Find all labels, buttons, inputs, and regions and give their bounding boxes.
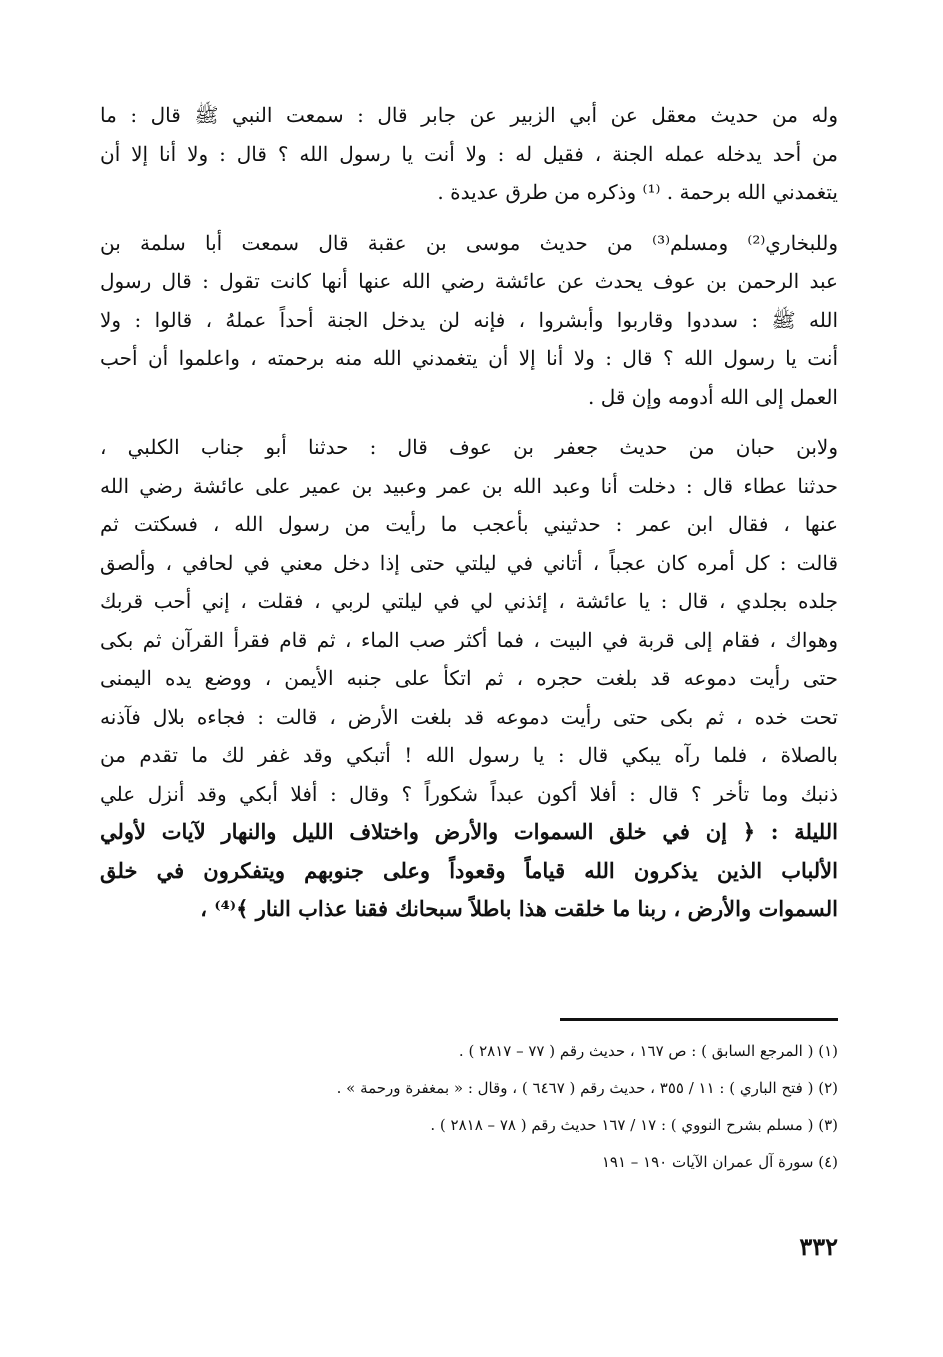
footnote-item: (٣) ( مسلم بشرح النووي ) : ١٧ / ١٦٧ حديث رقم ( ٧٨ – ٢٨١٨ ) .	[430, 1116, 838, 1134]
footnote-item: (٢) ( فتح الباري ) : ١١ / ٣٥٥ ، حديث رقم ( ٦٤٦٧ ) ، وقال : « بمغفرة ورحمة » .	[336, 1079, 838, 1097]
text-line: وللبخاري⁽²⁾ ومسلم⁽³⁾ من حديث موسى بن عقبة قال سمعت أبا سلمة بن	[100, 230, 838, 255]
text-line: تحت خده ، ثم بكى حتى رأيت دموعه قد بلغت الأرض ، قالت : فجاءه بلال فآذنه	[100, 704, 838, 729]
text-line: وله من حديث معقل عن أبي الزبير عن جابر قال : سمعت النبي ﷺ قال : ما	[100, 103, 838, 127]
text-line: حتى رأيت دموعه قد بلغت حجره ، ثم اتكأ على جنبه الأيمن ، ووضع يده اليمنى	[100, 666, 838, 690]
footnote-divider	[560, 1018, 838, 1021]
footnote-item: (١) ( المرجع السابق ) : ص ١٦٧ ، حديث رقم ( ٧٧ – ٢٨١٧ ) .	[458, 1042, 838, 1060]
text-line: ذنبك وما تأخر ؟ قال : أفلا أكون عبداً شكوراً ؟ وقال : أفلا أبكي وقد أنزل علي	[100, 781, 838, 806]
footnote-item: (٤) سورة آل عمران الآيات ١٩٠ – ١٩١	[601, 1153, 838, 1171]
quran-verse-line: الليلة : ﴿ إن في خلق السموات والأرض واختلاف الليل والنهار لآيات لأولي	[100, 819, 838, 844]
paragraph-3	[100, 428, 838, 929]
text-line: بالصلاة ، فلما رآه يبكي قال : يا رسول الله ! أتبكي وقد غفر لك ما تقدم من	[100, 743, 838, 767]
footnotes-list	[100, 1033, 838, 1181]
text-line: قالت : كل أمره كان عجباً ، أتاني في ليلتي حتى إذا دخل معني في لحافي ، وألصق	[100, 550, 838, 575]
text-line: وهواك ، فقام إلى قربة في البيت ، فما أكثر صب الماء ، ثم قام فقرأ القرآن ثم بكى	[100, 627, 838, 652]
quran-verse-line: الألباب الذين يذكرون الله قياماً وقعوداً وعلى جنوبهم ويتفكرون في خلق	[100, 857, 838, 883]
text-line: أنت يا رسول الله ؟ قال : ولا أنا إلا أن يتغمدني الله منه برحمته ، واعلموا أن أحب	[100, 346, 838, 370]
text-line: الله ﷺ : سددوا وقاربوا وأبشروا ، فإنه لن يدخل الجنة أحداً عملهُ ، قالوا : ولا	[100, 307, 838, 332]
text-line: عنها ، فقال ابن عمر : حدثيني بأعجب ما رأيت من رسول الله ، فسكتت ثم	[100, 512, 838, 536]
page-content	[100, 96, 838, 1326]
page-number: ٣٣٢	[799, 1232, 838, 1261]
paragraph-2	[100, 224, 838, 417]
text-line: حدثنا عطاء قال : دخلت أنا وعبد الله بن عمر وعبيد بن عمير على عائشة رضي الله	[100, 473, 838, 498]
text-line: من أحد يدخله عمله الجنة ، فقيل له : ولا أنت يا رسول الله ؟ قال : ولا أنا إلا أن	[100, 141, 838, 166]
paragraph-1	[100, 96, 838, 212]
text-line: جلده بجلدي ، قال : يا عائشة ، إئذني لي في ليلتي لربي ، فقلت ، إني أحب قربك	[100, 589, 838, 613]
quran-verse-line: السموات والأرض ، ربنا ما خلقت هذا باطلاً سبحانك فقنا عذاب النار ﴾⁽⁴⁾ ،	[200, 896, 838, 921]
text-line: عبد الرحمن بن عوف يحدث عن عائشة رضي الله عنها أنها كانت تقول : قال رسول	[100, 269, 838, 293]
text-line: العمل إلى الله أدومه وإن قل .	[588, 384, 838, 409]
text-line: يتغمدني الله برحمة . ⁽¹⁾ وذكره من طرق عديدة .	[437, 180, 838, 204]
text-line: ولابن حبان من حديث جعفر بن عوف قال : حدثنا أبو جناب الكلبي ،	[100, 435, 838, 459]
